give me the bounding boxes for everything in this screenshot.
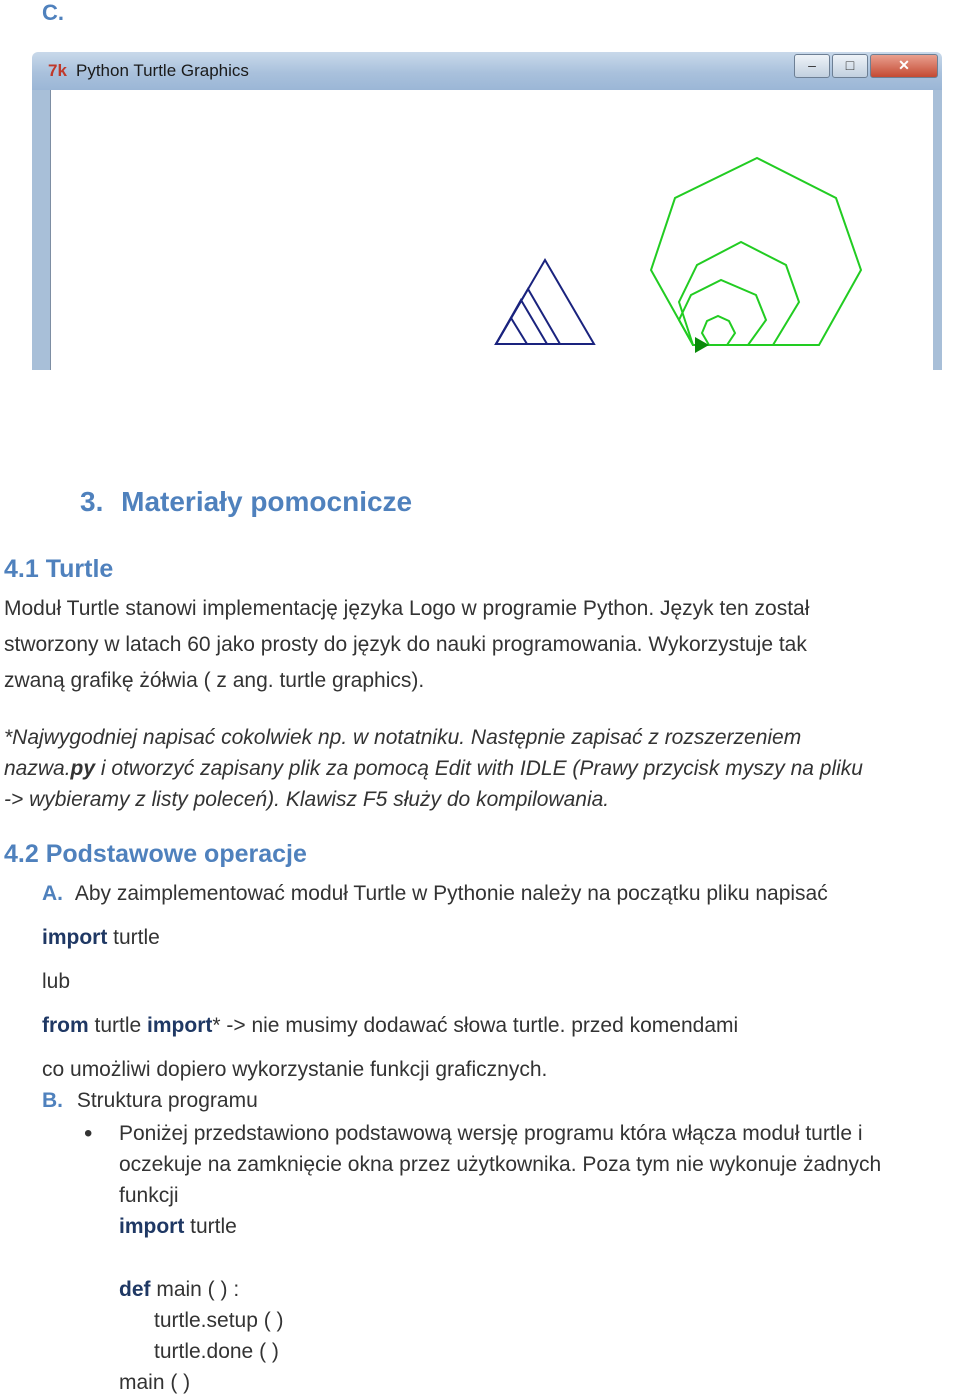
window-frame-right: [932, 90, 942, 370]
section-3-number: 3.: [80, 486, 104, 517]
note-line-2: [4, 756, 863, 782]
line-co-umozliwi: co umożliwi dopiero wykorzystanie funkcji graficznych.: [42, 1058, 548, 1081]
bullet-line-2: oczekuje na zamknięcie okna przez użytkownika. Poza tym nie wykonuje żadnych: [119, 1153, 882, 1176]
window-title: Python Turtle Graphics: [76, 61, 249, 80]
section-3-heading: [80, 486, 412, 518]
code-from-line: [42, 1013, 738, 1039]
note-line-2-rest: i otworzyć zapisany plik za pomocą Edit with IDLE (Prawy przycisk myszy na pliku: [95, 757, 863, 780]
heptagon-4: [651, 158, 861, 345]
paragraph-line-3: zwaną grafikę żółwia ( z ang. turtle graphics).: [4, 669, 425, 692]
python-icon: 7k: [48, 61, 67, 80]
keyword-def: def: [119, 1278, 151, 1301]
section-label-c: C.: [42, 0, 64, 25]
item-a-text: Aby zaimplementować moduł Turtle w Pythonie należy na początku pliku napisać: [74, 882, 828, 905]
close-button[interactable]: ✕: [870, 54, 938, 78]
triangle-1: [496, 318, 527, 344]
note-filename: nazwa.: [4, 757, 71, 780]
keyword-import-3: import: [119, 1215, 185, 1238]
triangle-3: [496, 289, 560, 344]
note-line-3: -> wybieramy z listy poleceń). Klawisz F5 służy do kompilowania.: [4, 788, 610, 811]
turtle-canvas: [50, 90, 933, 370]
note-line-1: *Najwygodniej napisać cokolwiek np. w notatniku. Następnie zapisać z rozszerzeniem: [4, 726, 802, 749]
paragraph-line-2: stworzony w latach 60 jako prosty do język do nauki programowania. Wykorzystuje tak: [4, 633, 807, 656]
code-block-done: turtle.done ( ): [154, 1340, 279, 1363]
bullet-line-3: funkcji: [119, 1184, 179, 1207]
bullet-line-1: Poniżej przedstawiono podstawową wersję programu która włącza moduł turtle i: [119, 1122, 863, 1145]
section-3-title: Materiały pomocnicze: [121, 486, 413, 517]
heptagon-2: [679, 280, 766, 345]
turtle-window: [32, 52, 942, 370]
triangle-outer: [496, 260, 594, 344]
keyword-import-2: import: [147, 1014, 213, 1037]
minimize-button[interactable]: –: [794, 54, 830, 78]
keyword-import: import: [42, 926, 108, 949]
code-from-module: turtle: [88, 1014, 148, 1037]
maximize-button[interactable]: □: [832, 54, 868, 78]
window-frame-left: [32, 90, 50, 370]
code-block-import-module: turtle: [184, 1215, 237, 1238]
code-block-setup: turtle.setup ( ): [154, 1309, 284, 1332]
keyword-from: from: [42, 1014, 89, 1037]
code-block-main: main ( ): [119, 1371, 191, 1394]
code-import-module: turtle: [107, 926, 160, 949]
bullet-icon: •: [84, 1120, 93, 1147]
lub-text: lub: [42, 970, 71, 993]
item-b-text: Struktura programu: [76, 1089, 258, 1112]
turtle-cursor-icon: [695, 337, 709, 353]
heptagon-3: [679, 242, 799, 345]
item-b: [42, 1088, 258, 1114]
window-titlebar[interactable]: [32, 52, 942, 90]
item-a-label: A.: [42, 882, 63, 905]
turtle-drawing: [51, 90, 933, 370]
code-block-def-rest: main ( ) :: [150, 1278, 240, 1301]
item-a: [42, 881, 828, 907]
paragraph-line-1: Moduł Turtle stanowi implementację języka Logo w programie Python. Język ten został: [4, 597, 810, 620]
item-b-label: B.: [42, 1089, 63, 1112]
note-extension: py: [70, 757, 96, 780]
code-block-def: [119, 1277, 239, 1303]
heading-4-2: 4.2 Podstawowe operacje: [4, 840, 307, 868]
code-from-rest: * -> nie musimy dodawać słowa turtle. przed komendami: [212, 1014, 739, 1037]
nested-triangles: [496, 260, 594, 344]
code-block-import: [119, 1214, 237, 1240]
heading-4-1: 4.1 Turtle: [4, 555, 114, 583]
code-import-line: [42, 925, 160, 951]
nested-heptagons: [651, 158, 861, 345]
heptagon-1: [702, 316, 735, 345]
